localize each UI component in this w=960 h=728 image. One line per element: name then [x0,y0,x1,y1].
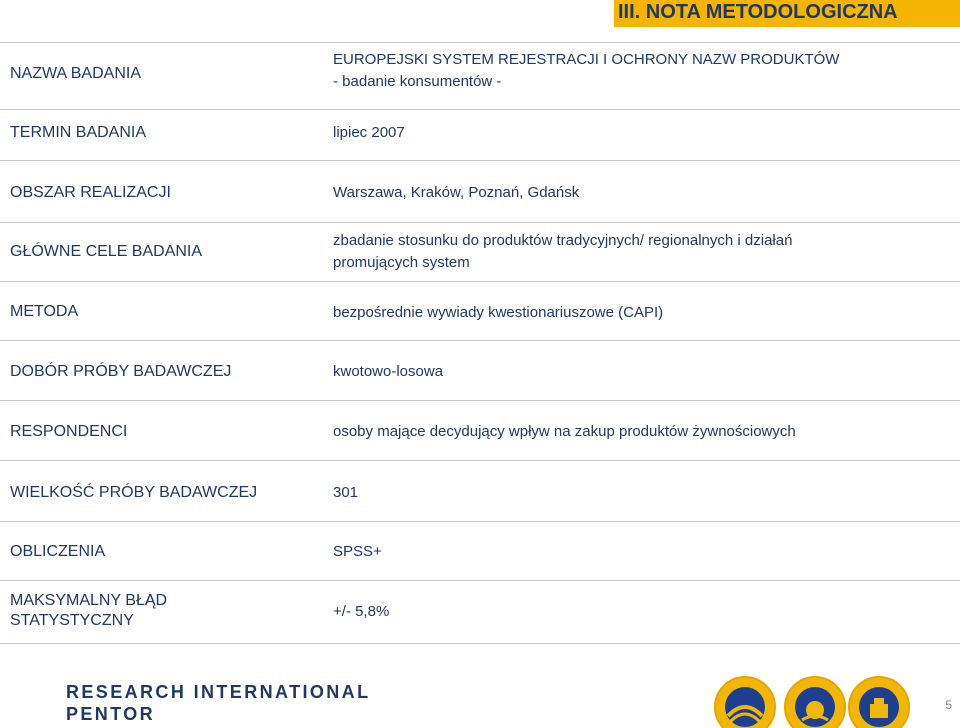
eu-seal-icon [848,676,910,728]
row-label: GŁÓWNE CELE BADANIA [10,243,203,260]
row-value-line: osoby mające decydujący wpływ na zakup produktów żywnościowych [333,423,796,440]
logo-line: RESEARCH INTERNATIONAL [66,682,371,702]
row-value-line: EUROPEJSKI SYSTEM REJESTRACJI I OCHRONY NAZW PRODUKTÓW [333,51,840,68]
row-value-line: promujących system [333,254,470,271]
row-value-line: SPSS+ [333,543,382,560]
row-label: OBSZAR REALIZACJI [10,184,171,201]
eu-seal-icon [714,676,776,728]
row-label-line: STATYSTYCZNY [10,612,134,629]
page-title: III. NOTA METODOLOGICZNA [618,1,898,23]
row-value-line: Warszawa, Kraków, Poznań, Gdańsk [333,184,580,201]
row-value [333,49,839,93]
page-number: 5 [945,698,952,712]
table-row [0,401,960,461]
row-label: WIELKOŚĆ PRÓBY BADAWCZEJ [10,484,258,501]
row-value-line: - badanie konsumentów - [333,73,502,90]
company-logo [66,681,370,725]
row-value [333,182,579,204]
table-row [0,282,960,341]
table-row [0,461,960,522]
row-value-line: lipiec 2007 [333,124,405,141]
row-value-line: kwotowo-losowa [333,363,444,380]
row-value-line: 301 [333,484,359,501]
row-value [333,122,405,144]
row-label: OBLICZENIA [10,543,106,560]
row-value [333,302,663,324]
table-row [0,522,960,581]
row-value [333,482,358,504]
table-row [0,110,960,161]
table-row [0,223,960,282]
row-value [333,230,792,274]
table-row [0,43,960,110]
row-value-line: zbadanie stosunku do produktów tradycyjnych/ regionalnych i działań [333,232,793,249]
table-row [0,581,960,644]
row-value [333,601,389,623]
table-row [0,161,960,223]
row-label: NAZWA BADANIA [10,65,141,82]
row-label-line: MAKSYMALNY BŁĄD [10,592,168,609]
row-value [333,541,382,563]
logo-line: PENTOR [66,704,156,724]
row-label: METODA [10,303,79,320]
row-label [10,591,167,631]
row-value [333,421,796,443]
row-value [333,361,443,383]
row-label: DOBÓR PRÓBY BADAWCZEJ [10,363,232,380]
row-label: TERMIN BADANIA [10,124,147,141]
row-value-line: bezpośrednie wywiady kwestionariuszowe (CAPI) [333,304,664,321]
row-label: RESPONDENCI [10,423,128,440]
eu-seal-icon [784,676,846,728]
table-row [0,341,960,401]
row-value-line: +/- 5,8% [333,603,390,620]
